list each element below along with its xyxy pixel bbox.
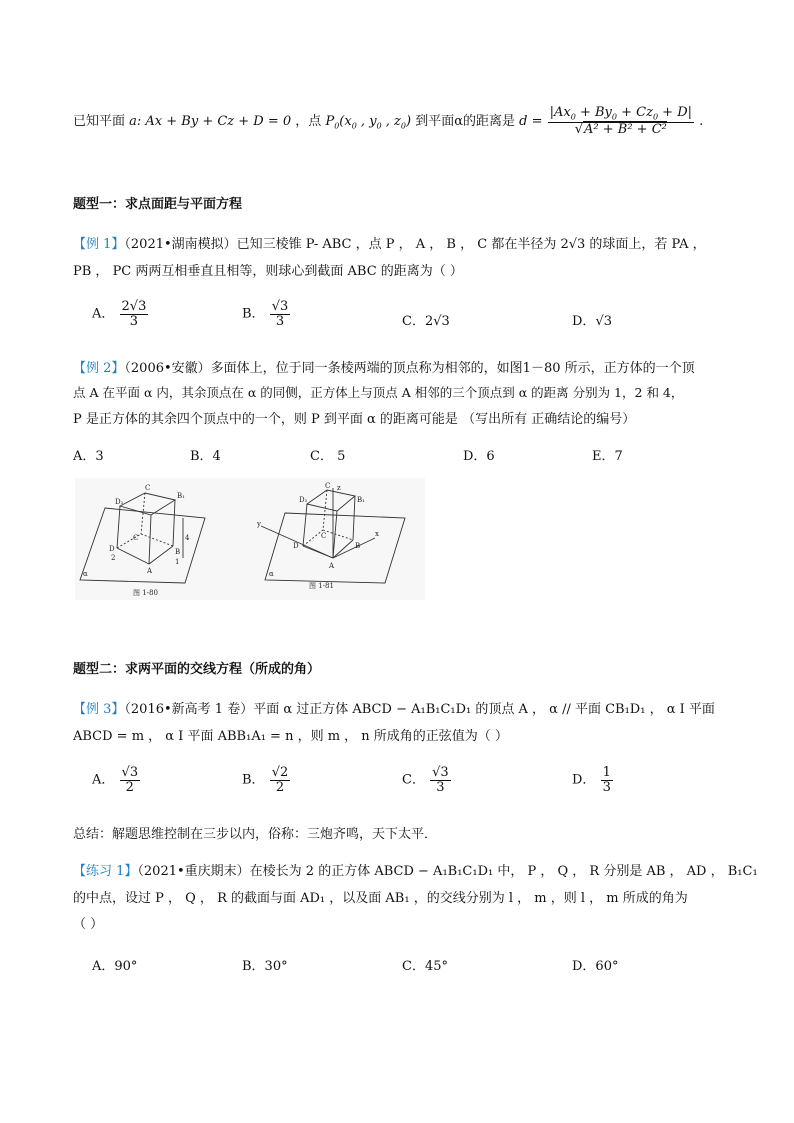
distance-formula (548, 106, 694, 137)
ex1-line2: PB ， PC 两两互相垂直且相等，则球心到截面 ABC 的距离为（ ） (73, 264, 463, 279)
distance-denominator: √A² + B² + C² (574, 121, 667, 137)
ex3-option-d: D． $\frac{1}{3}$ (572, 765, 611, 795)
distance-numerator: $|Ax_0 + By_0 + Cz_0 + D|$ (549, 105, 692, 122)
ex1-option-c: C．2√3 (402, 314, 450, 329)
fig2-label-z: z (337, 484, 341, 492)
fig2-label-c1: C (325, 482, 331, 490)
fig2-label-b1: B₁ (357, 496, 365, 504)
fig1-label-d1: D₁ (115, 498, 124, 506)
pr1-option-b: B．30° (242, 959, 288, 974)
pr1-option-c: C．45° (402, 959, 448, 974)
ex2-option-c: C． 5 (310, 449, 346, 464)
ex3-line2: ABCD = m ， α I 平面 ABB₁A₁ = n ，则 m ， n 所成角的正弦值为（ ） (73, 729, 508, 744)
fig1-label-b: B (175, 548, 181, 556)
ex3-tag: 【例 3】 (73, 702, 125, 717)
intro-line: 已知平面 a: Ax + By + Cz + D = 0 ，点 $P_0(x_0$ , $y_0$ , $z_0$) 到平面α的距离是 d = $\frac{|Ax_0 + By_0 + Cz_0 + D|}{\text{√A² + B² + C²}}$ . (73, 105, 704, 137)
intro-point: $P_0(x_0$ , $y_0$ , $z_0$) (325, 113, 412, 131)
fig2-label-b: B (355, 542, 361, 550)
summary-text: 总结：解题思维控制在三步以内，俗称：三炮齐鸣，天下太平． (73, 827, 438, 842)
fig1-label-c: C (133, 534, 139, 542)
ex2-option-e: E．7 (592, 449, 623, 464)
section1-title: 题型一：求点面距与平面方程 (73, 197, 243, 212)
ex2-option-d: D．6 (463, 449, 495, 464)
section2-title: 题型二：求两平面的交线方程（所成的角） (73, 662, 321, 677)
ex3-option-a: A． $\frac{√3}{2}$ (92, 765, 139, 795)
plane-equation: a: Ax + By + Cz + D = 0 (129, 113, 292, 129)
fig2-label-c: C (321, 532, 327, 540)
fig1-caption: 图 1-80 (133, 589, 158, 597)
intro-point-text: ，点 (295, 113, 322, 129)
pr1-tag: 【练习 1】 (73, 864, 138, 879)
intro-mid: 到平面α的距离是 (415, 113, 515, 129)
pr1-line1: 【练习 1】（2021•重庆期末）在棱长为 2 的正方体 ABCD − A₁B₁C₁D₁ 中， P ， Q ， R 分别是 AB ， AD ， B₁C₁ (73, 864, 758, 879)
ex2-line1: 【例 2】（2006•安徽）多面体上，位于同一条棱两端的顶点称为相邻的，如图1－80 所示，正方体的一个顶 (73, 361, 695, 376)
ex3-source: （2016•新高考 1 卷） (124, 702, 254, 717)
ex1-option-b: B． $\frac{√3}{3}$ (242, 299, 289, 329)
fig1-alpha: α (83, 570, 88, 578)
fig1-label-a: A (147, 567, 153, 575)
ex3-option-b: B． $\frac{√2}{2}$ (242, 765, 289, 795)
ex2-figures (75, 478, 425, 600)
pr1-option-d: D．60° (572, 959, 619, 974)
ex2-option-b: B．4 (190, 449, 221, 464)
ex3-option-c: C． $\frac{√3}{3}$ (402, 765, 449, 795)
intro-prefix: 已知平面 (73, 113, 126, 129)
ex2-line3: P 是正方体的其余四个顶点中的一个，则 P 到平面 α 的距离可能是 （写出所有 正确结论的编号） (73, 412, 636, 427)
fig1-label-b1: B₁ (177, 492, 185, 500)
ex1-line1 (73, 233, 706, 252)
ex1-option-a: A． $\frac{2√3}{3}$ (92, 299, 147, 329)
pr1-line2: 的中点，设过 P ， Q ， R 的截面与面 AD₁ ，以及面 AB₁ ，的交线分别为 l ， m ，则 l ， m 所成的角为 (73, 891, 688, 906)
distance-lhs: d = (519, 113, 543, 129)
fig1-label-2: 2 (111, 554, 116, 562)
fig2-label-x: x (375, 530, 379, 538)
ex1-tag: 【例 1】 (73, 237, 125, 252)
ex2-line2: 点 A 在平面 α 内，其余顶点在 α 的同侧，正方体上与顶点 A 相邻的三个顶点到 α 的距离 分别为 1，2 和 4， (73, 385, 684, 400)
ex3-line1: 【例 3】（2016•新高考 1 卷）平面 α 过正方体 ABCD − A₁B₁C₁D₁ 的顶点 A ， α // 平面 CB₁D₁ ， α I 平面 (73, 702, 715, 717)
fig2-label-d1: D₁ (299, 496, 308, 504)
fig1-label-4: 4 (185, 534, 190, 542)
ex1-text1: 已知三棱锥 P- ABC ，点 P ， A ， B ， C 都在半径为 2√3 的球面上，若 PA ， (236, 237, 706, 252)
fig1-label-c1: C (145, 484, 151, 492)
fig2-caption: 图 1-81 (309, 582, 334, 590)
fig1-label-d: D (109, 545, 115, 553)
fig2-label-a: A (329, 562, 335, 570)
pr1-source: （2021•重庆期末） (137, 864, 250, 879)
ex1-source: （2021•湖南模拟） (124, 237, 237, 252)
fig2-label-y: y (257, 520, 261, 528)
fig2-label-d: D (293, 542, 299, 550)
ex2-option-a: A．3 (73, 449, 104, 464)
pr1-line3: （ ） (73, 917, 104, 932)
ex1-option-d: D．√3 (572, 314, 612, 329)
fig1-label-1: 1 (175, 558, 180, 566)
ex2-source: （2006•安徽） (124, 361, 211, 376)
fig2-alpha: α (269, 570, 274, 578)
pr1-option-a: A．90° (92, 959, 138, 974)
ex2-tag: 【例 2】 (73, 361, 125, 376)
